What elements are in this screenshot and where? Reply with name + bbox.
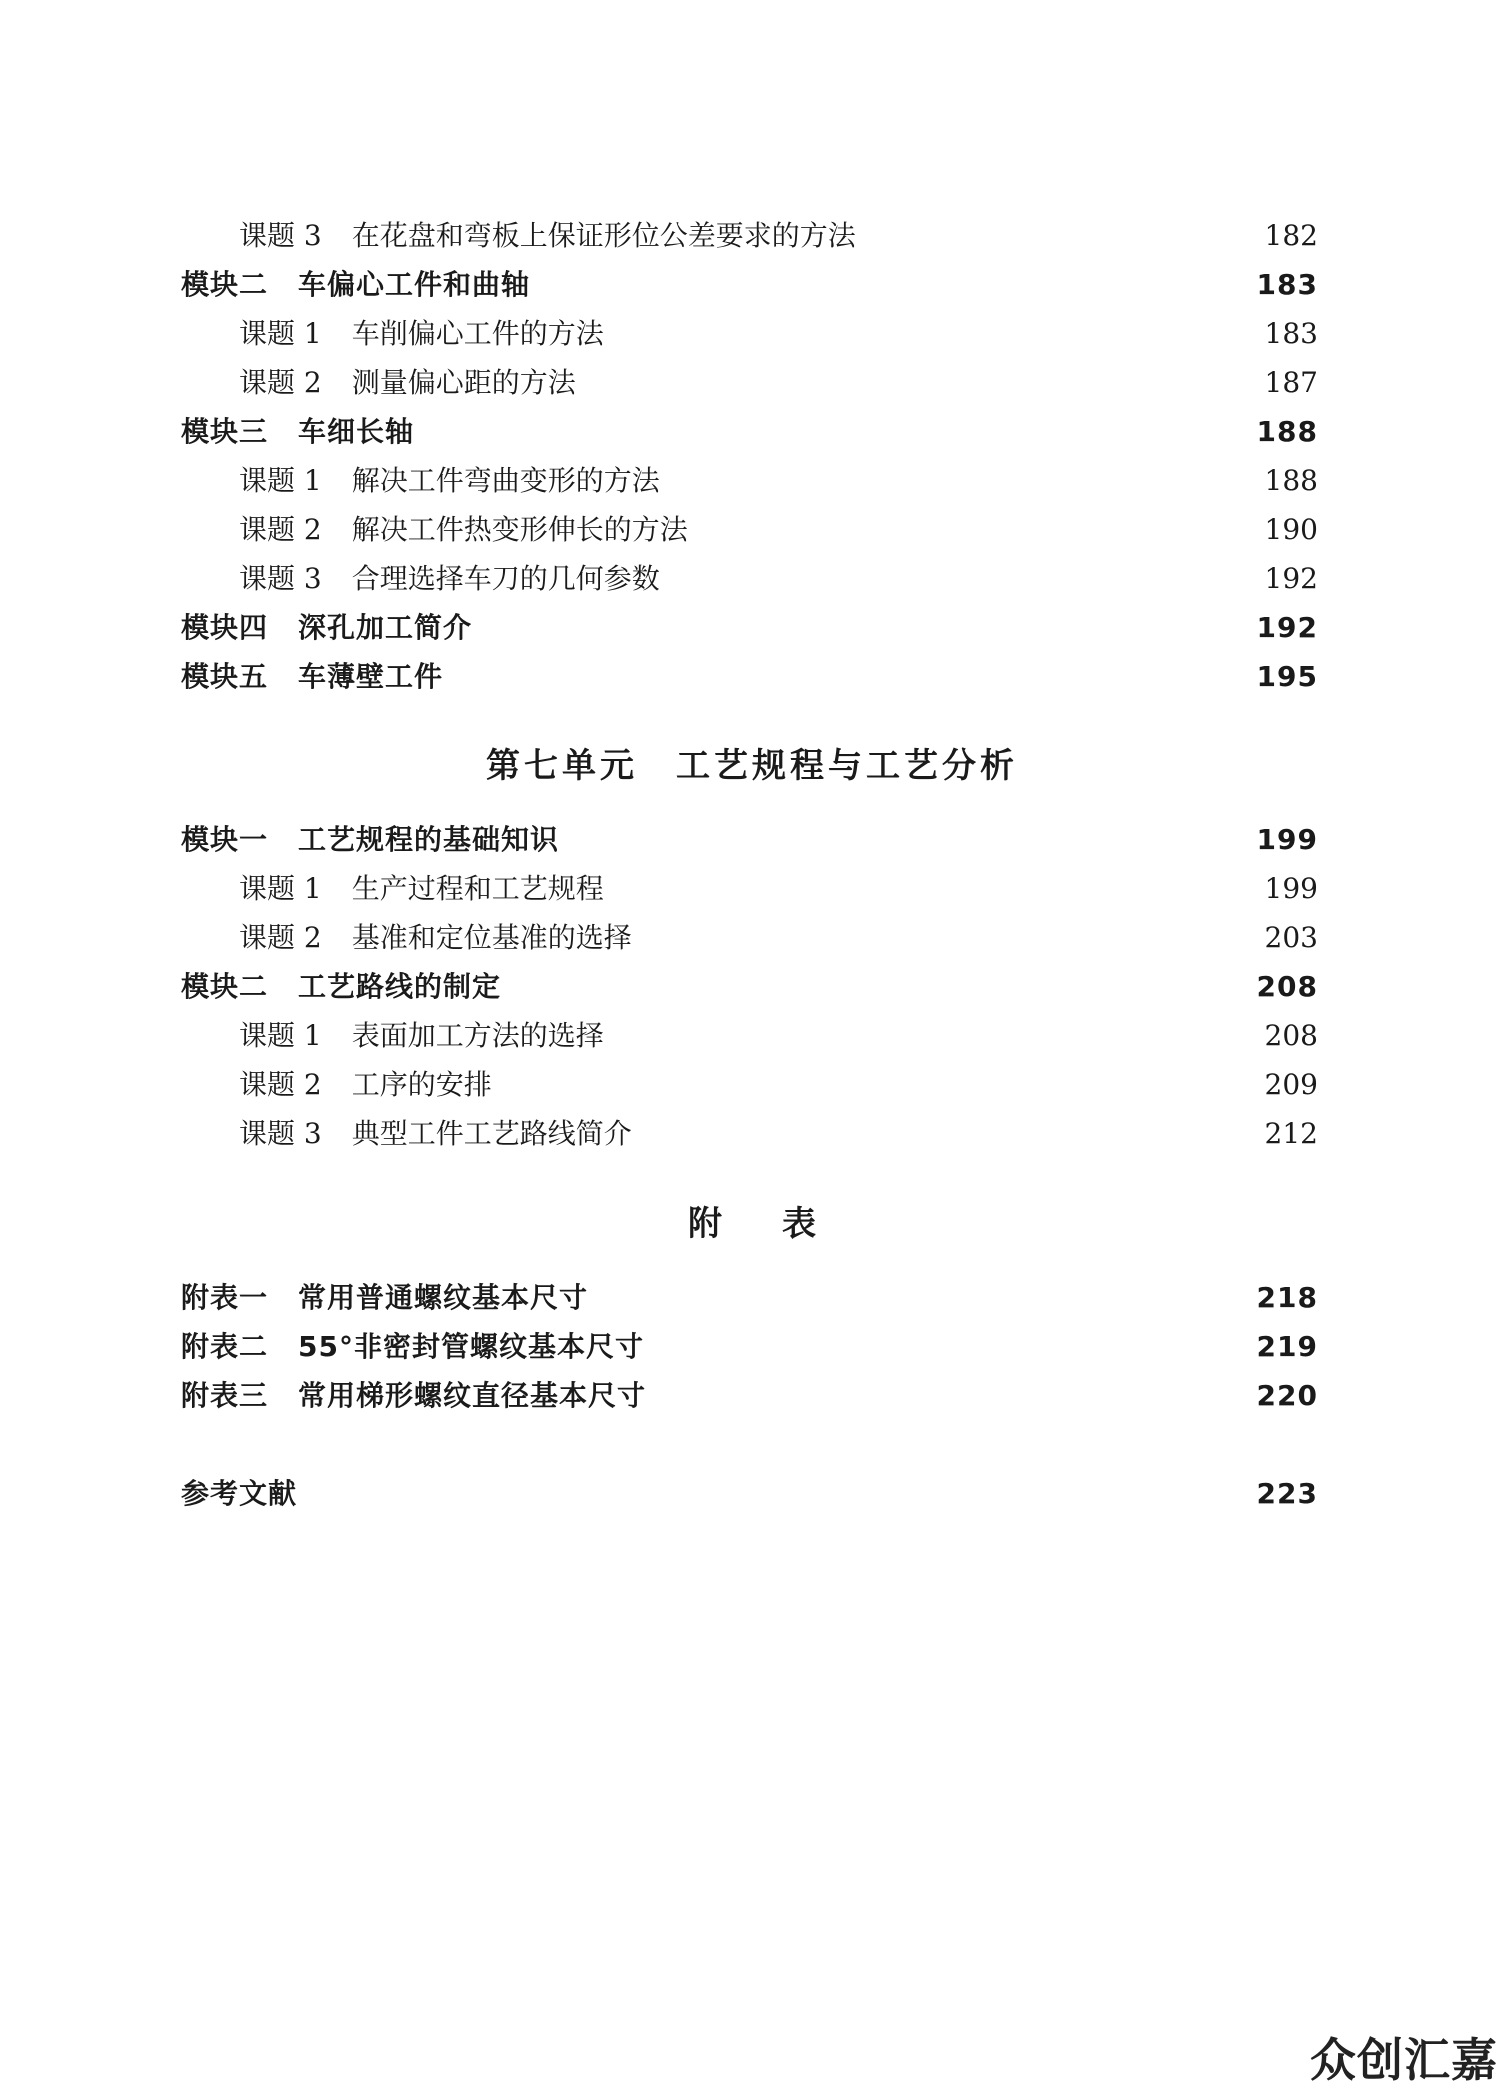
leader-dots bbox=[504, 1065, 1255, 1105]
toc-entry-page: 187 bbox=[1264, 366, 1318, 399]
leader-dots bbox=[644, 918, 1255, 958]
toc-entry-module[interactable] bbox=[181, 657, 1318, 697]
leader-dots bbox=[571, 820, 1247, 860]
toc-entry-title: 车薄壁工件 bbox=[298, 660, 444, 693]
toc-entry-appendix[interactable] bbox=[181, 1376, 1318, 1416]
toc-entry-module[interactable] bbox=[181, 412, 1318, 452]
leader-dots bbox=[455, 657, 1247, 697]
leader-dots bbox=[616, 869, 1255, 909]
toc-entry-page: 203 bbox=[1264, 921, 1318, 954]
toc-entry-title: 车偏心工件和曲轴 bbox=[298, 268, 531, 301]
leader-dots bbox=[600, 1278, 1247, 1318]
toc-entry-title: 车削偏心工件的方法 bbox=[351, 317, 604, 350]
toc-entry-lesson[interactable] bbox=[239, 918, 1318, 958]
toc-entry-appendix[interactable] bbox=[181, 1278, 1318, 1318]
leader-dots bbox=[484, 608, 1247, 648]
toc-entry-page: 199 bbox=[1256, 823, 1318, 856]
toc-entry-lesson[interactable] bbox=[239, 559, 1318, 599]
toc-entry-label: 模块四 bbox=[181, 611, 269, 644]
leader-dots bbox=[513, 967, 1247, 1007]
unit-heading: 第七单元 工艺规程与工艺分析 bbox=[486, 746, 1018, 786]
toc-entry-lesson[interactable] bbox=[239, 510, 1318, 550]
toc-entry-lesson[interactable] bbox=[239, 216, 1318, 256]
toc-entry-title: 常用梯形螺纹直径基本尺寸 bbox=[298, 1379, 647, 1412]
toc-entry-title: 工艺路线的制定 bbox=[298, 970, 502, 1003]
toc-entry-label: 课题 2 bbox=[239, 921, 322, 954]
toc-entry-page: 182 bbox=[1264, 219, 1318, 252]
toc-entry-label: 附表二 bbox=[181, 1330, 269, 1363]
leader-dots bbox=[542, 265, 1247, 305]
toc-entry-page: 195 bbox=[1256, 660, 1318, 693]
toc-entry-module[interactable] bbox=[181, 608, 1318, 648]
leader-dots bbox=[616, 1016, 1255, 1056]
toc-entry-title: 解决工件弯曲变形的方法 bbox=[351, 464, 660, 497]
toc-entry-page: 208 bbox=[1264, 1019, 1318, 1052]
leader-dots bbox=[588, 363, 1255, 403]
toc-entry-page: 208 bbox=[1256, 970, 1318, 1003]
toc-entry-label: 课题 3 bbox=[239, 1117, 322, 1150]
toc-entry-label: 模块二 bbox=[181, 268, 269, 301]
toc-entry-page: 220 bbox=[1256, 1379, 1318, 1412]
toc-entry-lesson[interactable] bbox=[239, 1065, 1318, 1105]
leader-dots bbox=[644, 1114, 1255, 1154]
toc-entry-page: 192 bbox=[1264, 562, 1318, 595]
toc-entry-label: 模块三 bbox=[181, 415, 269, 448]
leader-dots bbox=[656, 1327, 1247, 1367]
toc-entry-label: 课题 3 bbox=[239, 562, 322, 595]
toc-entry-title: 工艺规程的基础知识 bbox=[298, 823, 560, 856]
toc-entry-lesson[interactable] bbox=[239, 1114, 1318, 1154]
toc-entry-page: 183 bbox=[1256, 268, 1318, 301]
toc-entry-title: 表面加工方法的选择 bbox=[351, 1019, 604, 1052]
watermark-logo: 众创汇嘉 bbox=[1310, 2033, 1498, 2087]
toc-entry-module[interactable] bbox=[181, 820, 1318, 860]
toc-entry-title: 测量偏心距的方法 bbox=[351, 366, 576, 399]
toc-entry-title: 典型工件工艺路线简介 bbox=[351, 1117, 632, 1150]
leader-dots bbox=[672, 559, 1255, 599]
toc-entry-lesson[interactable] bbox=[239, 1016, 1318, 1056]
toc-entry-lesson[interactable] bbox=[239, 869, 1318, 909]
toc-entry-references[interactable] bbox=[181, 1474, 1318, 1514]
toc-entry-label: 附表三 bbox=[181, 1379, 269, 1412]
toc-entry-title: 深孔加工简介 bbox=[298, 611, 473, 644]
leader-dots bbox=[616, 314, 1255, 354]
toc-entry-page: 188 bbox=[1264, 464, 1318, 497]
toc-entry-label: 课题 1 bbox=[239, 872, 322, 905]
toc-entry-title: 工序的安排 bbox=[351, 1068, 492, 1101]
toc-entry-page: 190 bbox=[1264, 513, 1318, 546]
leader-dots bbox=[868, 216, 1255, 256]
leader-dots bbox=[426, 412, 1247, 452]
toc-entry-title: 常用普通螺纹基本尺寸 bbox=[298, 1281, 589, 1314]
toc-entry-page: 219 bbox=[1256, 1330, 1318, 1363]
toc-entry-title: 在花盘和弯板上保证形位公差要求的方法 bbox=[351, 219, 856, 252]
toc-entry-page: 218 bbox=[1256, 1281, 1318, 1314]
toc-entry-lesson[interactable] bbox=[239, 314, 1318, 354]
leader-dots bbox=[700, 510, 1255, 550]
toc-entry-page: 188 bbox=[1256, 415, 1318, 448]
leader-dots bbox=[672, 461, 1255, 501]
toc-entry-label: 课题 2 bbox=[239, 513, 322, 546]
toc-entry-title: 基准和定位基准的选择 bbox=[351, 921, 632, 954]
toc-entry-label: 课题 3 bbox=[239, 219, 322, 252]
toc-entry-module[interactable] bbox=[181, 967, 1318, 1007]
toc-entry-title: 参考文献 bbox=[181, 1477, 298, 1510]
toc-entry-page: 223 bbox=[1256, 1477, 1318, 1510]
toc-entry-label: 课题 2 bbox=[239, 366, 322, 399]
toc-entry-title: 车细长轴 bbox=[298, 415, 415, 448]
toc-entry-page: 183 bbox=[1264, 317, 1318, 350]
toc-entry-title: 55°非密封管螺纹基本尺寸 bbox=[298, 1330, 644, 1363]
toc-entry-page: 199 bbox=[1264, 872, 1318, 905]
toc-entry-lesson[interactable] bbox=[239, 363, 1318, 403]
toc-entry-label: 模块二 bbox=[181, 970, 269, 1003]
toc-entry-label: 附表一 bbox=[181, 1281, 269, 1314]
toc-entry-module[interactable] bbox=[181, 265, 1318, 305]
toc-entry-title: 生产过程和工艺规程 bbox=[351, 872, 604, 905]
toc-entry-title: 解决工件热变形伸长的方法 bbox=[351, 513, 688, 546]
toc-entry-label: 课题 2 bbox=[239, 1068, 322, 1101]
toc-entry-page: 209 bbox=[1264, 1068, 1318, 1101]
toc-entry-label: 课题 1 bbox=[239, 464, 322, 497]
leader-dots bbox=[309, 1474, 1247, 1514]
toc-entry-label: 课题 1 bbox=[239, 317, 322, 350]
appendix-heading: 附表 bbox=[688, 1204, 876, 1244]
toc-entry-appendix[interactable] bbox=[181, 1327, 1318, 1367]
toc-entry-label: 模块一 bbox=[181, 823, 269, 856]
toc-entry-lesson[interactable] bbox=[239, 461, 1318, 501]
leader-dots bbox=[658, 1376, 1247, 1416]
toc-entry-title: 合理选择车刀的几何参数 bbox=[351, 562, 660, 595]
toc-entry-page: 212 bbox=[1264, 1117, 1318, 1150]
toc-entry-label: 课题 1 bbox=[239, 1019, 322, 1052]
toc-entry-label: 模块五 bbox=[181, 660, 269, 693]
toc-entry-page: 192 bbox=[1256, 611, 1318, 644]
